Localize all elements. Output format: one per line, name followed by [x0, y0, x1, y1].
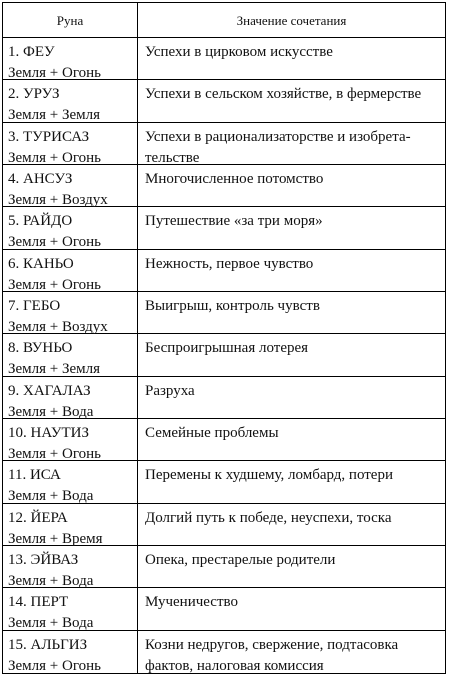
table-row: [3, 123, 445, 165]
rune-name: 3. ТУРИСАЗ: [8, 128, 90, 145]
rune-name: 14. ПЕРТ: [8, 594, 69, 611]
meaning-cell: [145, 211, 441, 232]
rune-cell: [8, 423, 136, 465]
meaning-text: фактов, налоговая комиссия: [145, 657, 324, 674]
rune-cell: [8, 550, 136, 592]
meaning-text: Беспроигрышная лотерея: [145, 340, 309, 357]
rune-cell: [8, 84, 136, 126]
table-row: [3, 292, 445, 334]
meaning-cell: [145, 127, 441, 169]
rune-name: 6. КАНЬО: [8, 255, 74, 272]
meaning-cell: [145, 42, 441, 63]
rune-name: 10. НАУТИЗ: [8, 425, 89, 441]
table-row: [3, 419, 445, 461]
rune-combination: Земля + Огонь: [8, 446, 101, 462]
table-row: [3, 631, 445, 673]
meaning-cell: [145, 338, 441, 359]
table-row: [3, 377, 445, 419]
meaning-text: Выигрыш, контроль чувств: [145, 298, 320, 314]
rune-cell: [8, 211, 136, 253]
meaning-text: Успехи в сельском хозяйстве, в фермерстве: [145, 86, 422, 103]
rune-combination: Земля + Время: [8, 530, 103, 547]
meaning-cell: [145, 423, 441, 444]
meaning-text: Перемены к худшему, ломбард, потери: [145, 467, 393, 484]
table-row: [3, 504, 445, 546]
table-row: [3, 38, 445, 80]
rune-name: 5. РАЙДО: [8, 213, 73, 230]
rune-name: 1. ФЕУ: [8, 44, 55, 60]
meaning-cell: [145, 635, 441, 677]
rune-combination: Земля + Воздух: [8, 319, 108, 335]
rune-combination: Земля + Вода: [8, 573, 94, 589]
rune-name: 4. АНСУЗ: [8, 171, 73, 187]
table-row: [3, 461, 445, 503]
rune-combination: Земля + Вода: [8, 615, 94, 632]
rune-name: 15. АЛЬГИЗ: [8, 636, 88, 653]
rune-combination: Земля + Воздух: [8, 192, 108, 208]
rune-combination: Земля + Огонь: [8, 657, 101, 674]
meaning-cell: [145, 381, 441, 402]
rune-cell: [8, 42, 136, 84]
rune-cell: [8, 169, 136, 211]
rune-combination: Земля + Вода: [8, 403, 94, 420]
rune-combination: Земля + Огонь: [8, 276, 101, 293]
meaning-text: Мученичество: [145, 594, 238, 611]
meaning-text: Нежность, первое чувство: [145, 255, 314, 272]
meaning-cell: [145, 550, 441, 571]
rune-cell: [8, 465, 136, 507]
meaning-text: Путешествие «за три моря»: [145, 213, 323, 230]
meaning-text: Успехи в цирковом искусстве: [145, 44, 333, 60]
rune-name: 13. ЭЙВАЗ: [8, 552, 79, 568]
rune-name: 11. ИСА: [8, 467, 61, 484]
header-rune: Руна: [56, 13, 84, 28]
rune-name: 2. УРУЗ: [8, 86, 60, 103]
rune-cell: [8, 381, 136, 423]
rune-name: 8. ВУНЬО: [8, 340, 73, 357]
rune-combination: Земля + Огонь: [8, 234, 101, 251]
table-header: [3, 3, 445, 38]
meaning-text: Успехи в рационализаторстве и изобрета-: [145, 128, 411, 145]
table-row: [3, 588, 445, 630]
meaning-text: Разруха: [145, 382, 195, 399]
table-row: [3, 250, 445, 292]
rune-table: [2, 2, 446, 674]
rune-cell: [8, 254, 136, 296]
table-row: [3, 546, 445, 588]
rune-combination: Земля + Земля: [8, 361, 101, 378]
rune-combination: Земля + Вода: [8, 488, 94, 505]
meaning-cell: [145, 254, 441, 275]
table-row: [3, 80, 445, 122]
table-row: [3, 334, 445, 376]
table-row: [3, 165, 445, 207]
rune-cell: [8, 296, 136, 338]
meaning-text: Козни недругов, свержение, подтасовка: [145, 636, 399, 653]
meaning-text: Семейные проблемы: [145, 425, 279, 441]
rune-cell: [8, 127, 136, 169]
rune-combination: Земля + Огонь: [8, 65, 101, 81]
meaning-cell: [145, 84, 441, 105]
rune-cell: [8, 592, 136, 634]
rune-name: 9. ХАГАЛАЗ: [8, 382, 91, 399]
meaning-cell: [145, 169, 441, 190]
rune-combination: Земля + Земля: [8, 107, 101, 124]
rune-cell: [8, 508, 136, 550]
meaning-cell: [145, 465, 441, 486]
meaning-text: тельстве: [145, 149, 200, 166]
meaning-cell: [145, 508, 441, 529]
meaning-cell: [145, 296, 441, 317]
rune-name: 7. ГЕБО: [8, 298, 61, 314]
meaning-text: Опека, престарелые родители: [145, 552, 336, 568]
rune-cell: [8, 338, 136, 380]
header-meaning: Значение сочетания: [236, 13, 347, 28]
rune-combination: Земля + Огонь: [8, 149, 101, 166]
meaning-text: Многочисленное потомство: [145, 171, 324, 187]
table-row: [3, 207, 445, 249]
rune-cell: [8, 635, 136, 677]
meaning-text: Долгий путь к победе, неуспехи, тоска: [145, 509, 392, 526]
rune-name: 12. ЙЕРА: [8, 509, 68, 526]
meaning-cell: [145, 592, 441, 613]
